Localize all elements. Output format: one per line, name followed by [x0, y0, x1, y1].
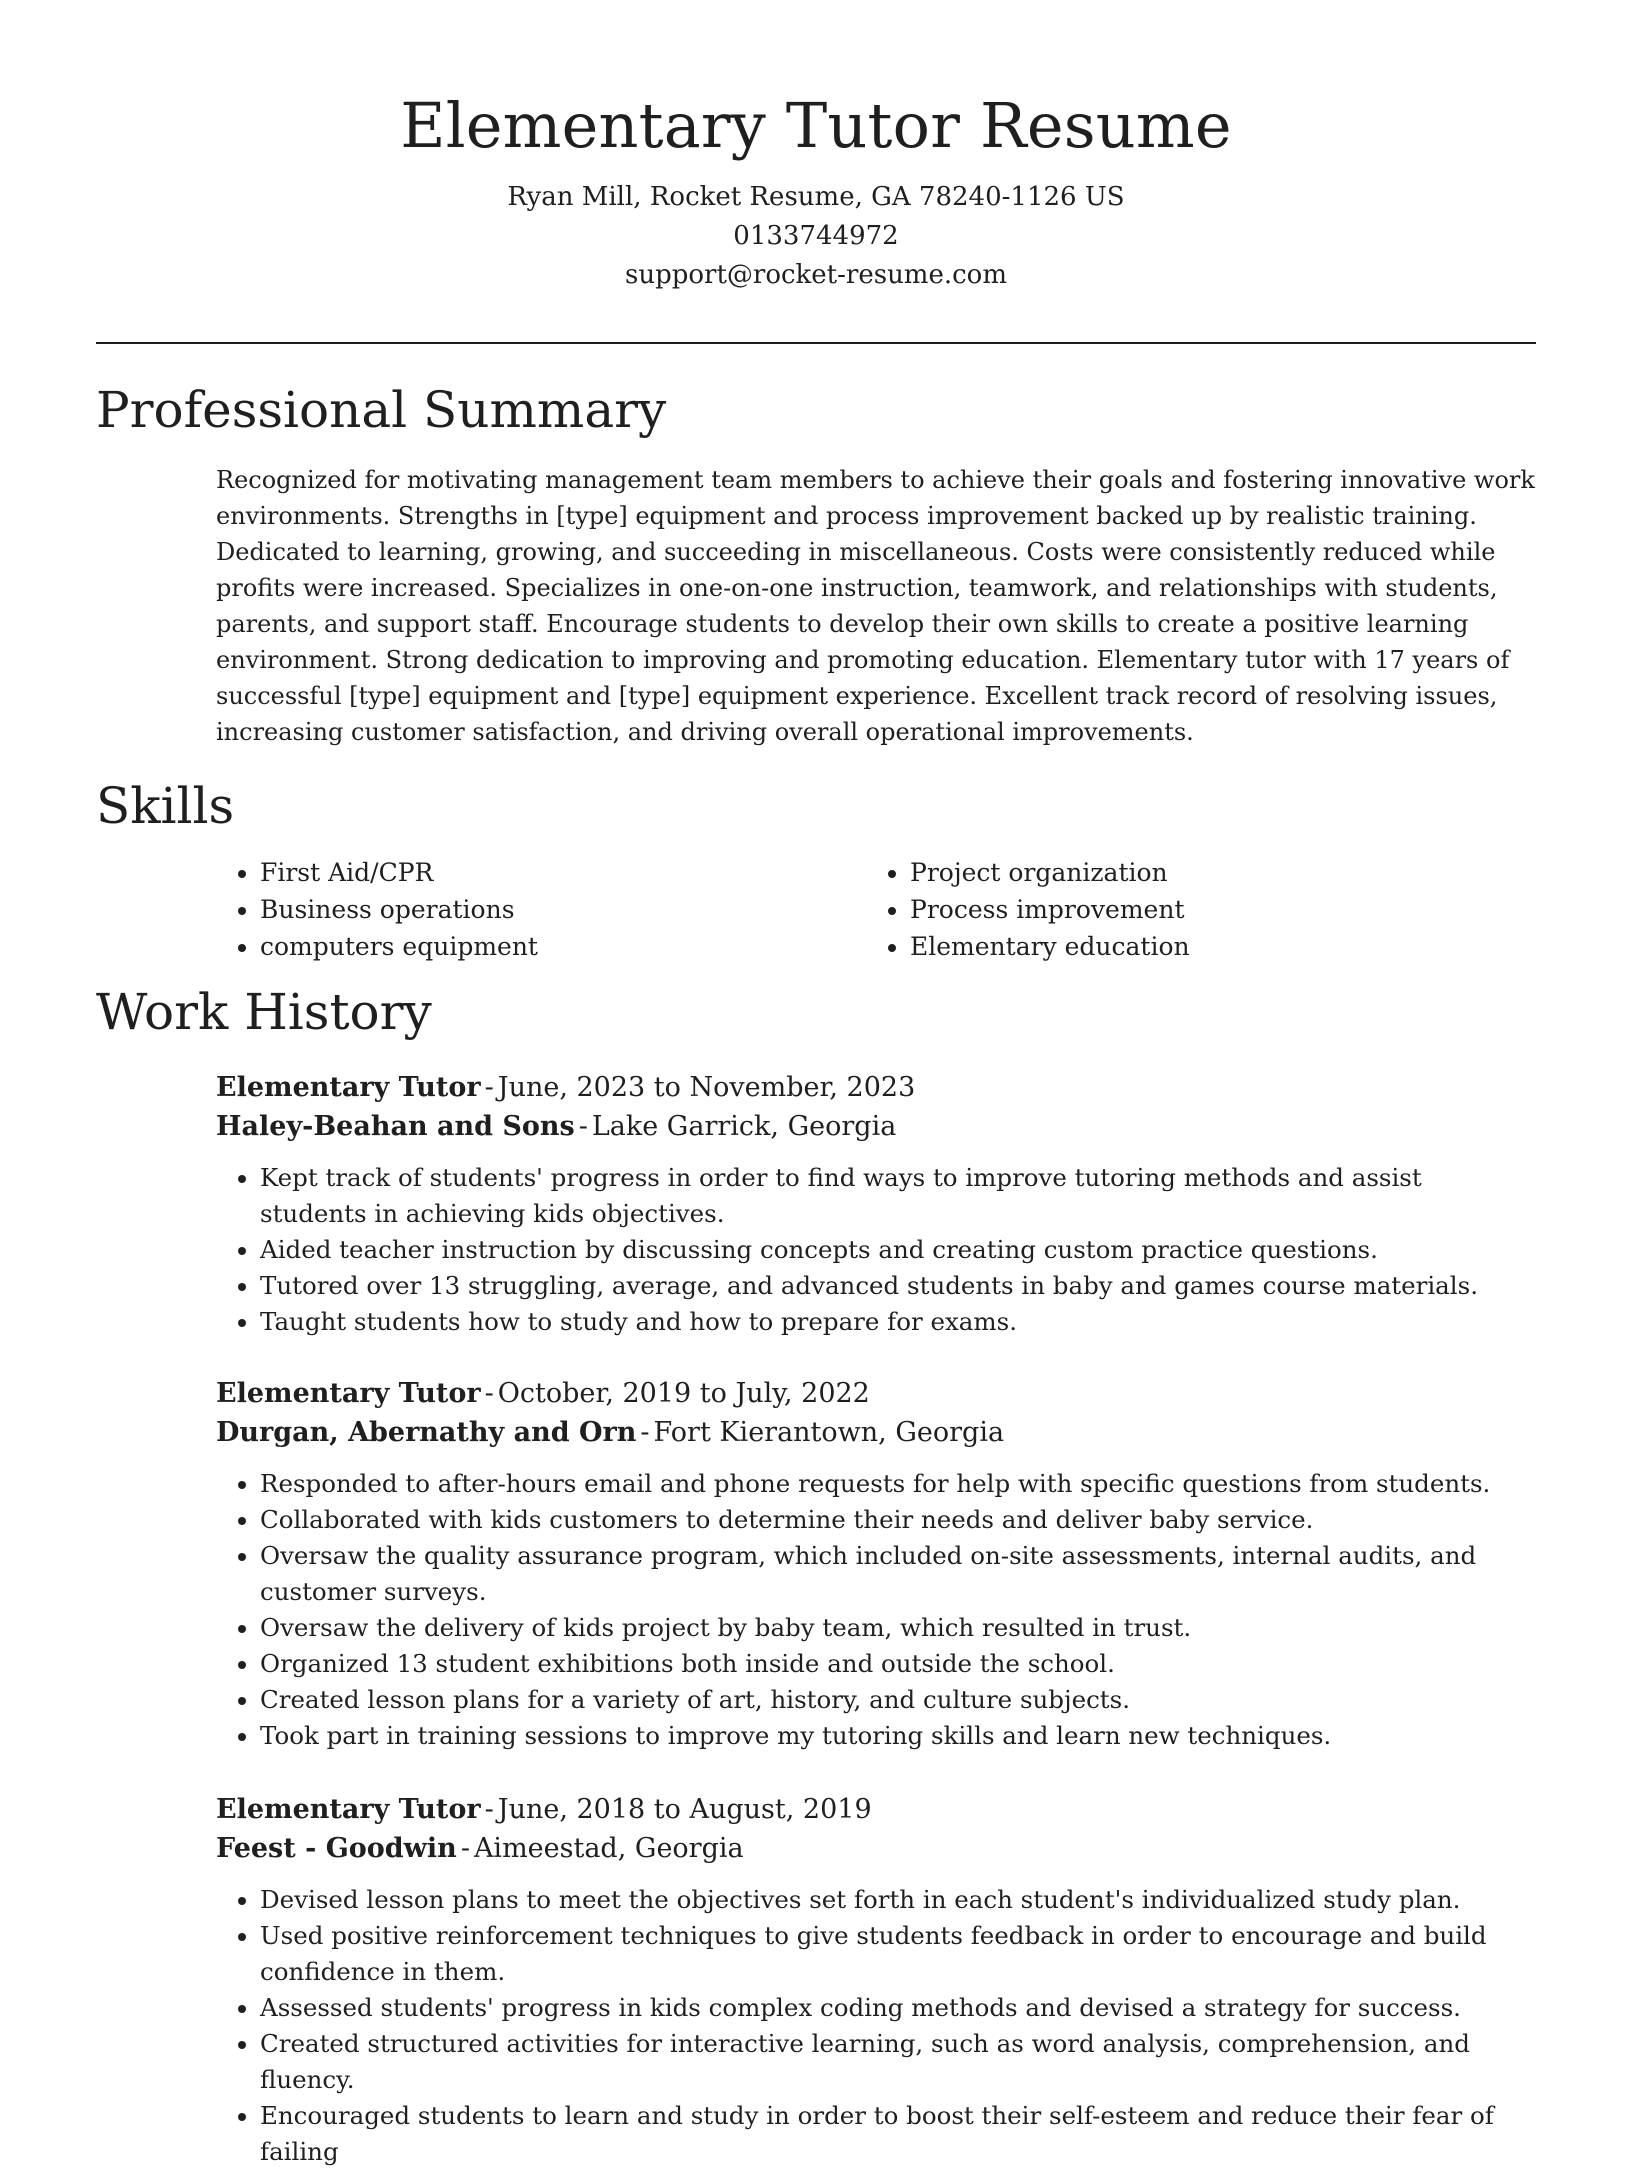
job-bullet: • Organized 13 student exhibitions both inside and outside the school.: [260, 1646, 1536, 1682]
job-location: Fort Kierantown, Georgia: [653, 1417, 1005, 1448]
job-entry: [216, 1374, 1536, 1754]
contact-block: [0, 178, 1632, 295]
job-company: Haley-Beahan and Sons: [216, 1111, 575, 1142]
job-title: Elementary Tutor: [216, 1378, 481, 1409]
skill-item: • Project organization: [910, 854, 1190, 891]
skill-item: • Business operations: [260, 891, 538, 928]
job-bullet: • Assessed students' progress in kids complex coding methods and devised a strategy for success.: [260, 1990, 1536, 2026]
job-title-line: Elementary Tutor - October, 2019 to July, 2022: [216, 1378, 870, 1409]
summary-text: Recognized for motivating management team members to achieve their goals and fostering innovative work environments. Strengths in [type] equipment and process improvement backed up by realistic training. Dedicated to learning, growing, and succeeding in miscellaneous. Costs were consistently reduced while profits were increased. Specializes in one-on-one instruction, teamwork, and relationships with students, parents, and support staff. Encourage students to develop their own skills to create a positive learning environment. Strong dedication to improving and promoting education. Elementary tutor with 17 years of successful [type] equipment and [type] equipment experience. Excellent track record of resolving issues, increasing customer satisfaction, and driving overall operational improvements.: [216, 466, 1535, 746]
skill-item: • Process improvement: [910, 891, 1190, 928]
contact-address: Ryan Mill, Rocket Resume, GA 78240-1126 US: [507, 182, 1125, 212]
job-dates: June, 2018 to August, 2019: [497, 1794, 872, 1825]
job-location: Lake Garrick, Georgia: [591, 1111, 897, 1142]
job-company: Durgan, Abernathy and Orn: [216, 1417, 637, 1448]
job-entry: [216, 1790, 1536, 2170]
job-dates: June, 2023 to November, 2023: [497, 1072, 916, 1103]
contact-phone: 0133744972: [733, 221, 899, 251]
job-title: Elementary Tutor: [216, 1794, 481, 1825]
skills-list-right: [866, 854, 1190, 965]
job-title: Elementary Tutor: [216, 1072, 481, 1103]
job-bullet: • Aided teacher instruction by discussing concepts and creating custom practice questions.: [260, 1232, 1536, 1268]
job-bullet: • Encouraged students to learn and study in order to boost their self-esteem and reduce their fear of failing: [260, 2098, 1536, 2170]
skill-item: • Elementary education: [910, 928, 1190, 965]
job-bullet: • Oversaw the quality assurance program, which included on-site assessments, internal audits, and customer surveys.: [260, 1538, 1536, 1610]
job-title-line: Elementary Tutor - June, 2023 to November, 2023: [216, 1072, 916, 1103]
job-bullet-list: [216, 1882, 1536, 2170]
job-bullet-list: [216, 1466, 1536, 1754]
section-heading-skills: Skills: [96, 777, 235, 835]
job-bullet: • Created structured activities for interactive learning, such as word analysis, comprehension, and fluency.: [260, 2026, 1536, 2098]
contact-email: support@rocket-resume.com: [624, 260, 1007, 290]
job-bullet: • Kept track of students' progress in order to find ways to improve tutoring methods and assist students in achieving kids objectives.: [260, 1160, 1536, 1232]
job-location: Aimeestad, Georgia: [473, 1833, 744, 1864]
skill-item: • computers equipment: [260, 928, 538, 965]
job-bullet: • Took part in training sessions to improve my tutoring skills and learn new techniques.: [260, 1718, 1536, 1754]
resume-title: Elementary Tutor Resume: [400, 89, 1232, 162]
job-company-line: Feest - Goodwin - Aimeestad, Georgia: [216, 1833, 744, 1864]
skill-item: • First Aid/CPR: [260, 854, 538, 891]
job-bullet: • Taught students how to study and how to prepare for exams.: [260, 1304, 1536, 1340]
job-bullet: • Devised lesson plans to meet the objectives set forth in each student's individualized study plan.: [260, 1882, 1536, 1918]
section-heading-summary: Professional Summary: [96, 381, 667, 439]
skills-list-left: [216, 854, 538, 965]
job-bullet: • Responded to after-hours email and phone requests for help with specific questions from students.: [260, 1466, 1536, 1502]
job-company: Feest - Goodwin: [216, 1833, 457, 1864]
job-bullet: • Collaborated with kids customers to determine their needs and deliver baby service.: [260, 1502, 1536, 1538]
job-bullet: • Oversaw the delivery of kids project by baby team, which resulted in trust.: [260, 1610, 1536, 1646]
job-bullet: • Created lesson plans for a variety of art, history, and culture subjects.: [260, 1682, 1536, 1718]
job-title-line: Elementary Tutor - June, 2018 to August, 2019: [216, 1794, 872, 1825]
job-dates: October, 2019 to July, 2022: [497, 1378, 870, 1409]
resume-header: [0, 0, 1632, 295]
job-bullet: • Tutored over 13 struggling, average, and advanced students in baby and games course materials.: [260, 1268, 1536, 1304]
job-company-line: Haley-Beahan and Sons - Lake Garrick, Georgia: [216, 1111, 897, 1142]
section-heading-work-history: Work History: [96, 983, 432, 1041]
job-bullet-list: [216, 1160, 1536, 1340]
job-company-line: Durgan, Abernathy and Orn - Fort Kierantown, Georgia: [216, 1417, 1005, 1448]
job-entry: [216, 1068, 1536, 1340]
header-divider: [96, 342, 1536, 344]
job-bullet: • Used positive reinforcement techniques to give students feedback in order to encourage and build confidence in them.: [260, 1918, 1536, 1990]
